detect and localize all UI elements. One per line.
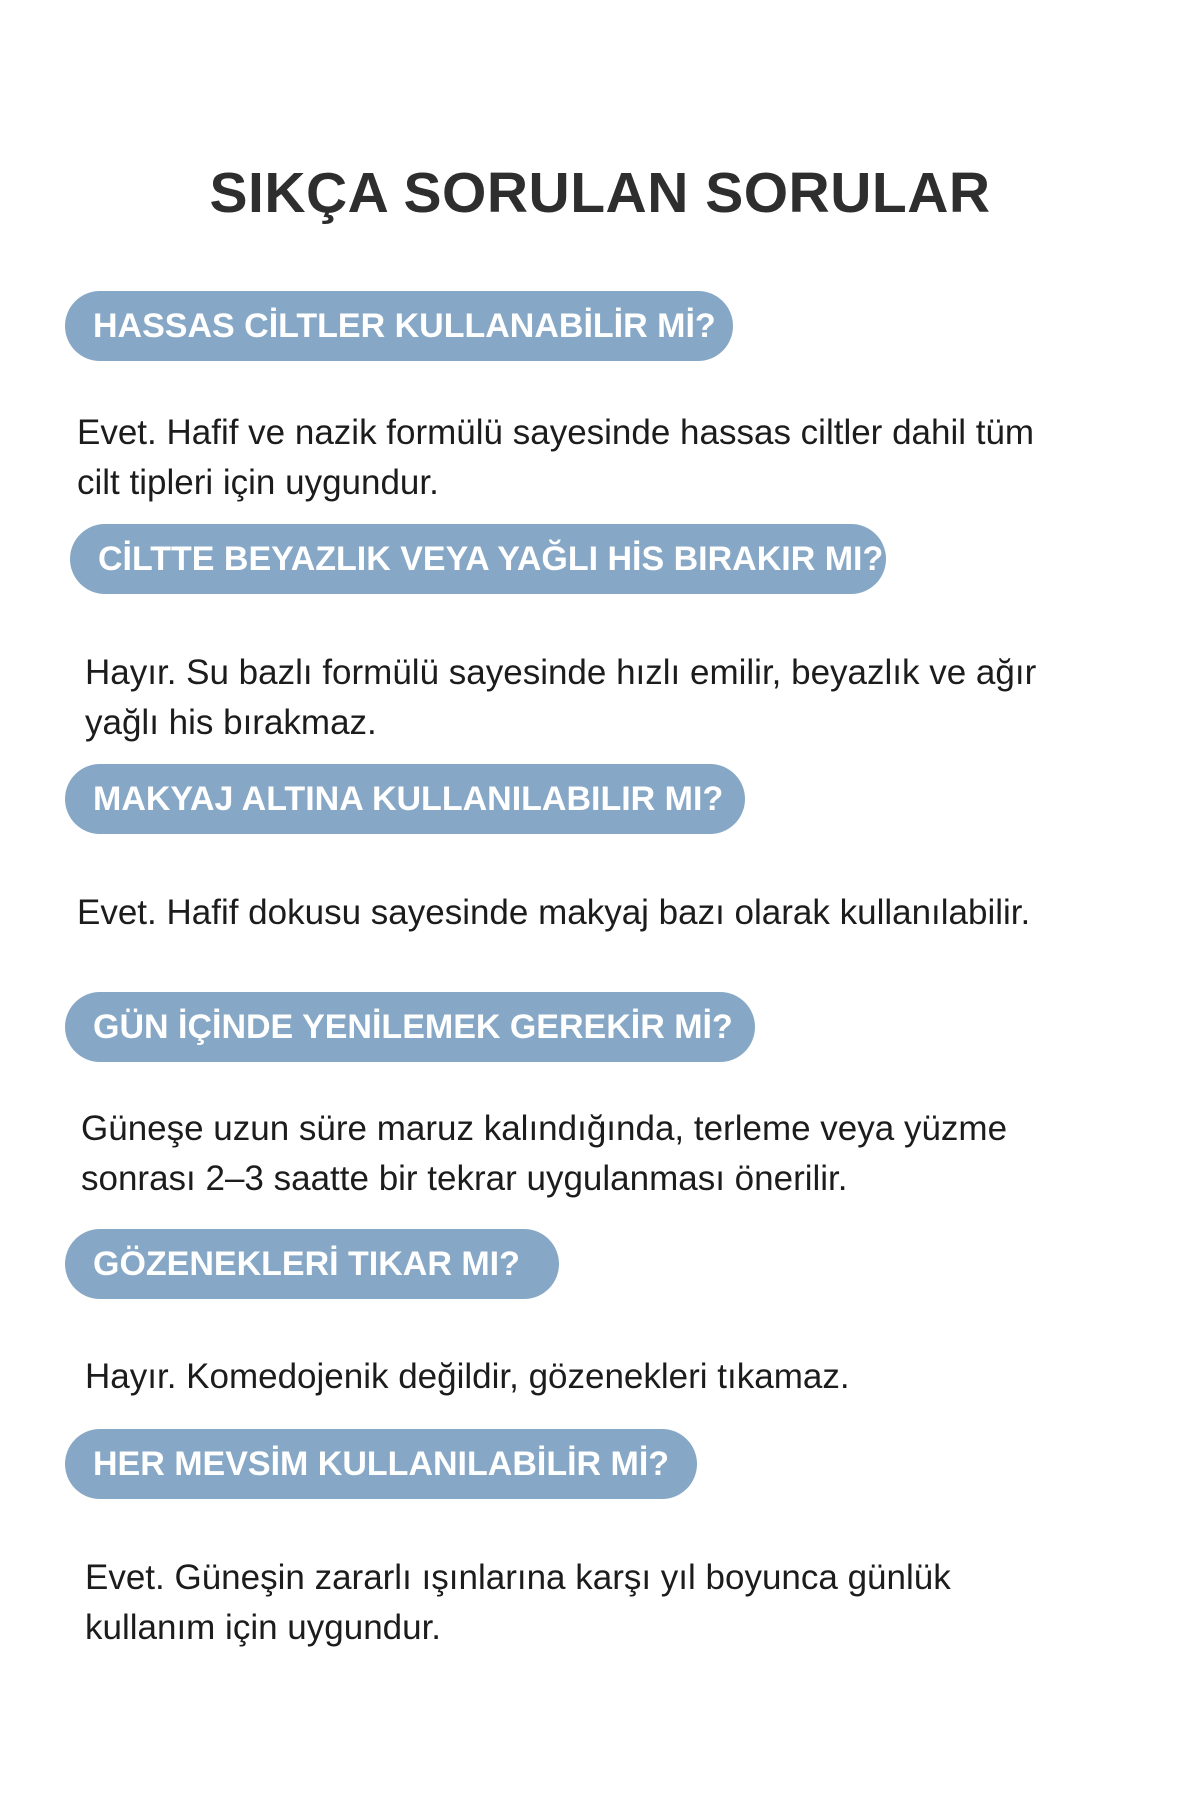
faq-answer-line: Evet. Hafif ve nazik formülü sayesinde hassas ciltler dahil tüm	[77, 413, 1035, 452]
faq-answer	[85, 1352, 850, 1402]
faq-answer-line: cilt tipleri için uygundur.	[77, 463, 439, 502]
faq-answer	[85, 1553, 951, 1653]
faq-answer-line: Evet. Güneşin zararlı ışınlarına karşı yıl boyunca günlük	[85, 1558, 951, 1597]
faq-answer-line: Hayır. Komedojenik değildir, gözenekleri tıkamaz.	[85, 1357, 850, 1396]
faq-answer	[77, 888, 1030, 938]
faq-answer-line: sonrası 2–3 saatte bir tekrar uygulanması önerilir.	[81, 1159, 848, 1198]
faq-answer-line: Güneşe uzun süre maruz kalındığında, terleme veya yüzme	[81, 1109, 1008, 1148]
faq-question-text: CİLTTE BEYAZLIK VEYA YAĞLI HİS BIRAKIR MI?	[98, 540, 884, 578]
faq-answer-line: Evet. Hafif dokusu sayesinde makyaj bazı olarak kullanılabilir.	[77, 893, 1031, 932]
faq-question-pill	[65, 992, 755, 1062]
faq-question-pill	[65, 1229, 559, 1299]
faq-question-pill	[65, 291, 733, 361]
faq-answer	[85, 648, 1036, 748]
faq-question-pill	[65, 764, 745, 834]
faq-question-text: GÜN İÇİNDE YENİLEMEK GEREKİR Mİ?	[93, 1008, 733, 1046]
faq-question-text: GÖZENEKLERİ TIKAR MI?	[93, 1245, 520, 1283]
faq-answer	[81, 1104, 1007, 1204]
faq-answer-line: Hayır. Su bazlı formülü sayesinde hızlı emilir, beyazlık ve ağır	[85, 653, 1037, 692]
faq-question-text: HER MEVSİM KULLANILABİLİR Mİ?	[93, 1445, 670, 1483]
faq-answer	[77, 408, 1034, 508]
page-title: SIKÇA SORULAN SORULAR	[209, 161, 991, 225]
faq-question-pill	[65, 1429, 697, 1499]
faq-question-text: HASSAS CİLTLER KULLANABİLİR Mİ?	[93, 307, 716, 345]
faq-question-pill	[70, 524, 886, 594]
faq-answer-line: yağlı his bırakmaz.	[85, 703, 377, 742]
faq-answer-line: kullanım için uygundur.	[85, 1608, 442, 1647]
faq-question-text: MAKYAJ ALTINA KULLANILABILIR MI?	[93, 780, 724, 818]
